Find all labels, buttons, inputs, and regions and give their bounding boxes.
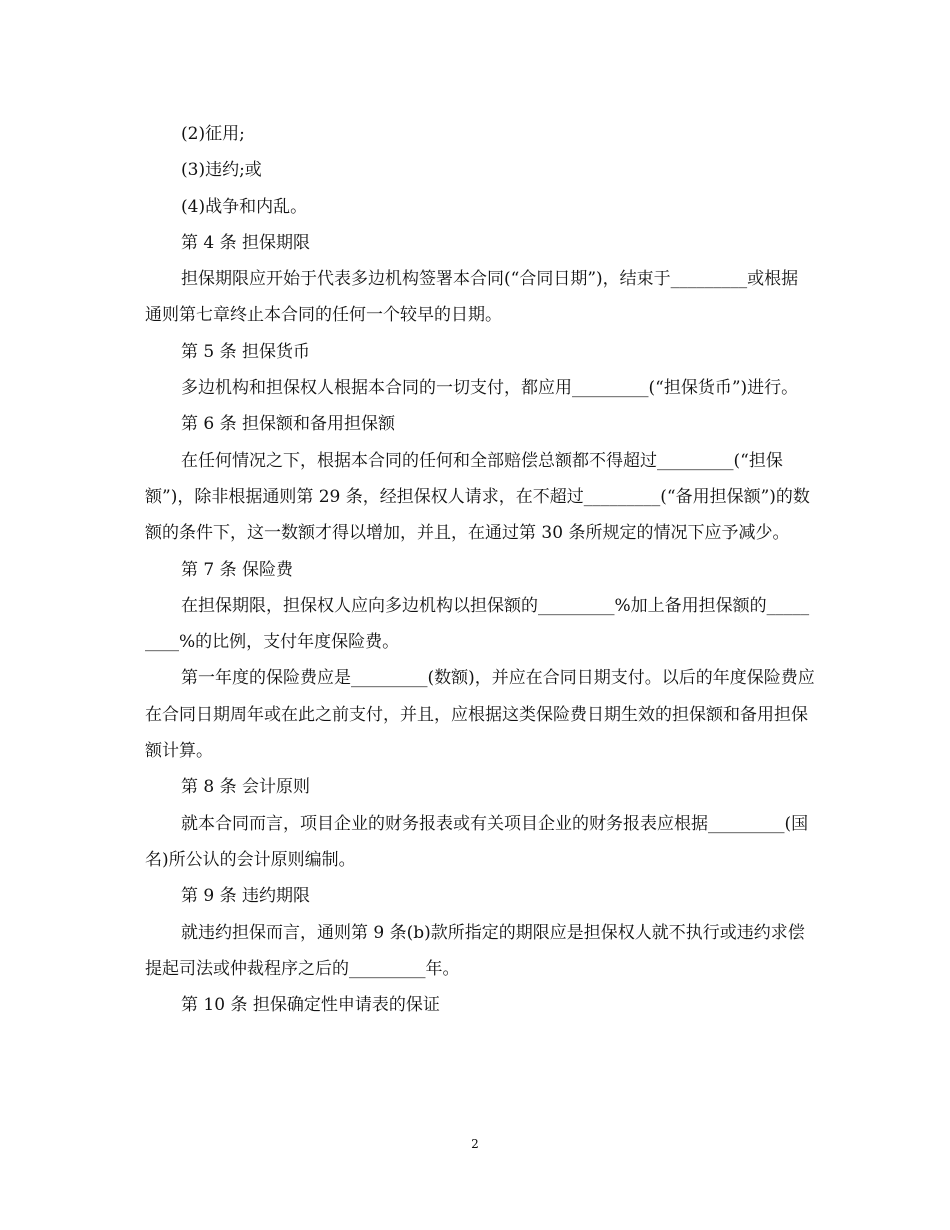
list-item: (2)征用; [181,124,245,144]
document-body [145,116,815,1023]
article-paragraph: 在担保期限，担保权人应向多边机构以担保额的_________%加上备用担保额的_________%的比例，支付年度保险费。 [145,595,810,653]
article-paragraph: 就本合同而言，项目企业的财务报表或有关项目企业的财务报表应根据_________(国名)所公认的会计原则编制。 [145,813,809,870]
article-heading: 第 6 条 担保额和备用担保额 [181,414,396,435]
page-number: 2 [471,1137,479,1151]
article-paragraph: 担保期限应开始于代表多边机构签署本合同(“合同日期”)，结束于_________或根据通则第七章终止本合同的任何一个较早的日期。 [145,269,799,326]
article-paragraph: 多边机构和担保权人根据本合同的一切支付，都应用_________(“担保货币”)进行。 [181,378,799,399]
article-heading: 第 10 条 担保确定性申请表的保证 [181,995,440,1016]
article-paragraph: 就违约担保而言，通则第 9 条(b)款所指定的期限应是担保权人就不执行或违约求偿提起司法或仲裁程序之后的_________年。 [145,922,805,979]
article-heading: 第 9 条 违约期限 [181,886,311,907]
article-heading: 第 7 条 保险费 [181,559,294,580]
article-heading: 第 4 条 担保期限 [181,232,311,253]
list-item: (4)战争和内乱。 [181,196,308,217]
article-paragraph: 在任何情况之下，根据本合同的任何和全部赔偿总额都不得超过_________(“担保额”)，除非根据通则第 29 条，经担保权人请求，在不超过_________(“备用担保额”)的数额的条件下，这一数额才得以增加，并且，在通过第 30 条所规定的情况下应予减少。 [145,450,810,544]
article-heading: 第 8 条 会计原则 [181,777,311,798]
article-heading: 第 5 条 担保货币 [181,341,311,362]
article-paragraph: 第一年度的保险费应是_________(数额)，并应在合同日期支付。以后的年度保险费应在合同日期周年或在此之前支付，并且，应根据这类保险费日期生效的担保额和备用担保额计算。 [145,668,815,762]
list-item: (3)违约;或 [181,160,262,181]
